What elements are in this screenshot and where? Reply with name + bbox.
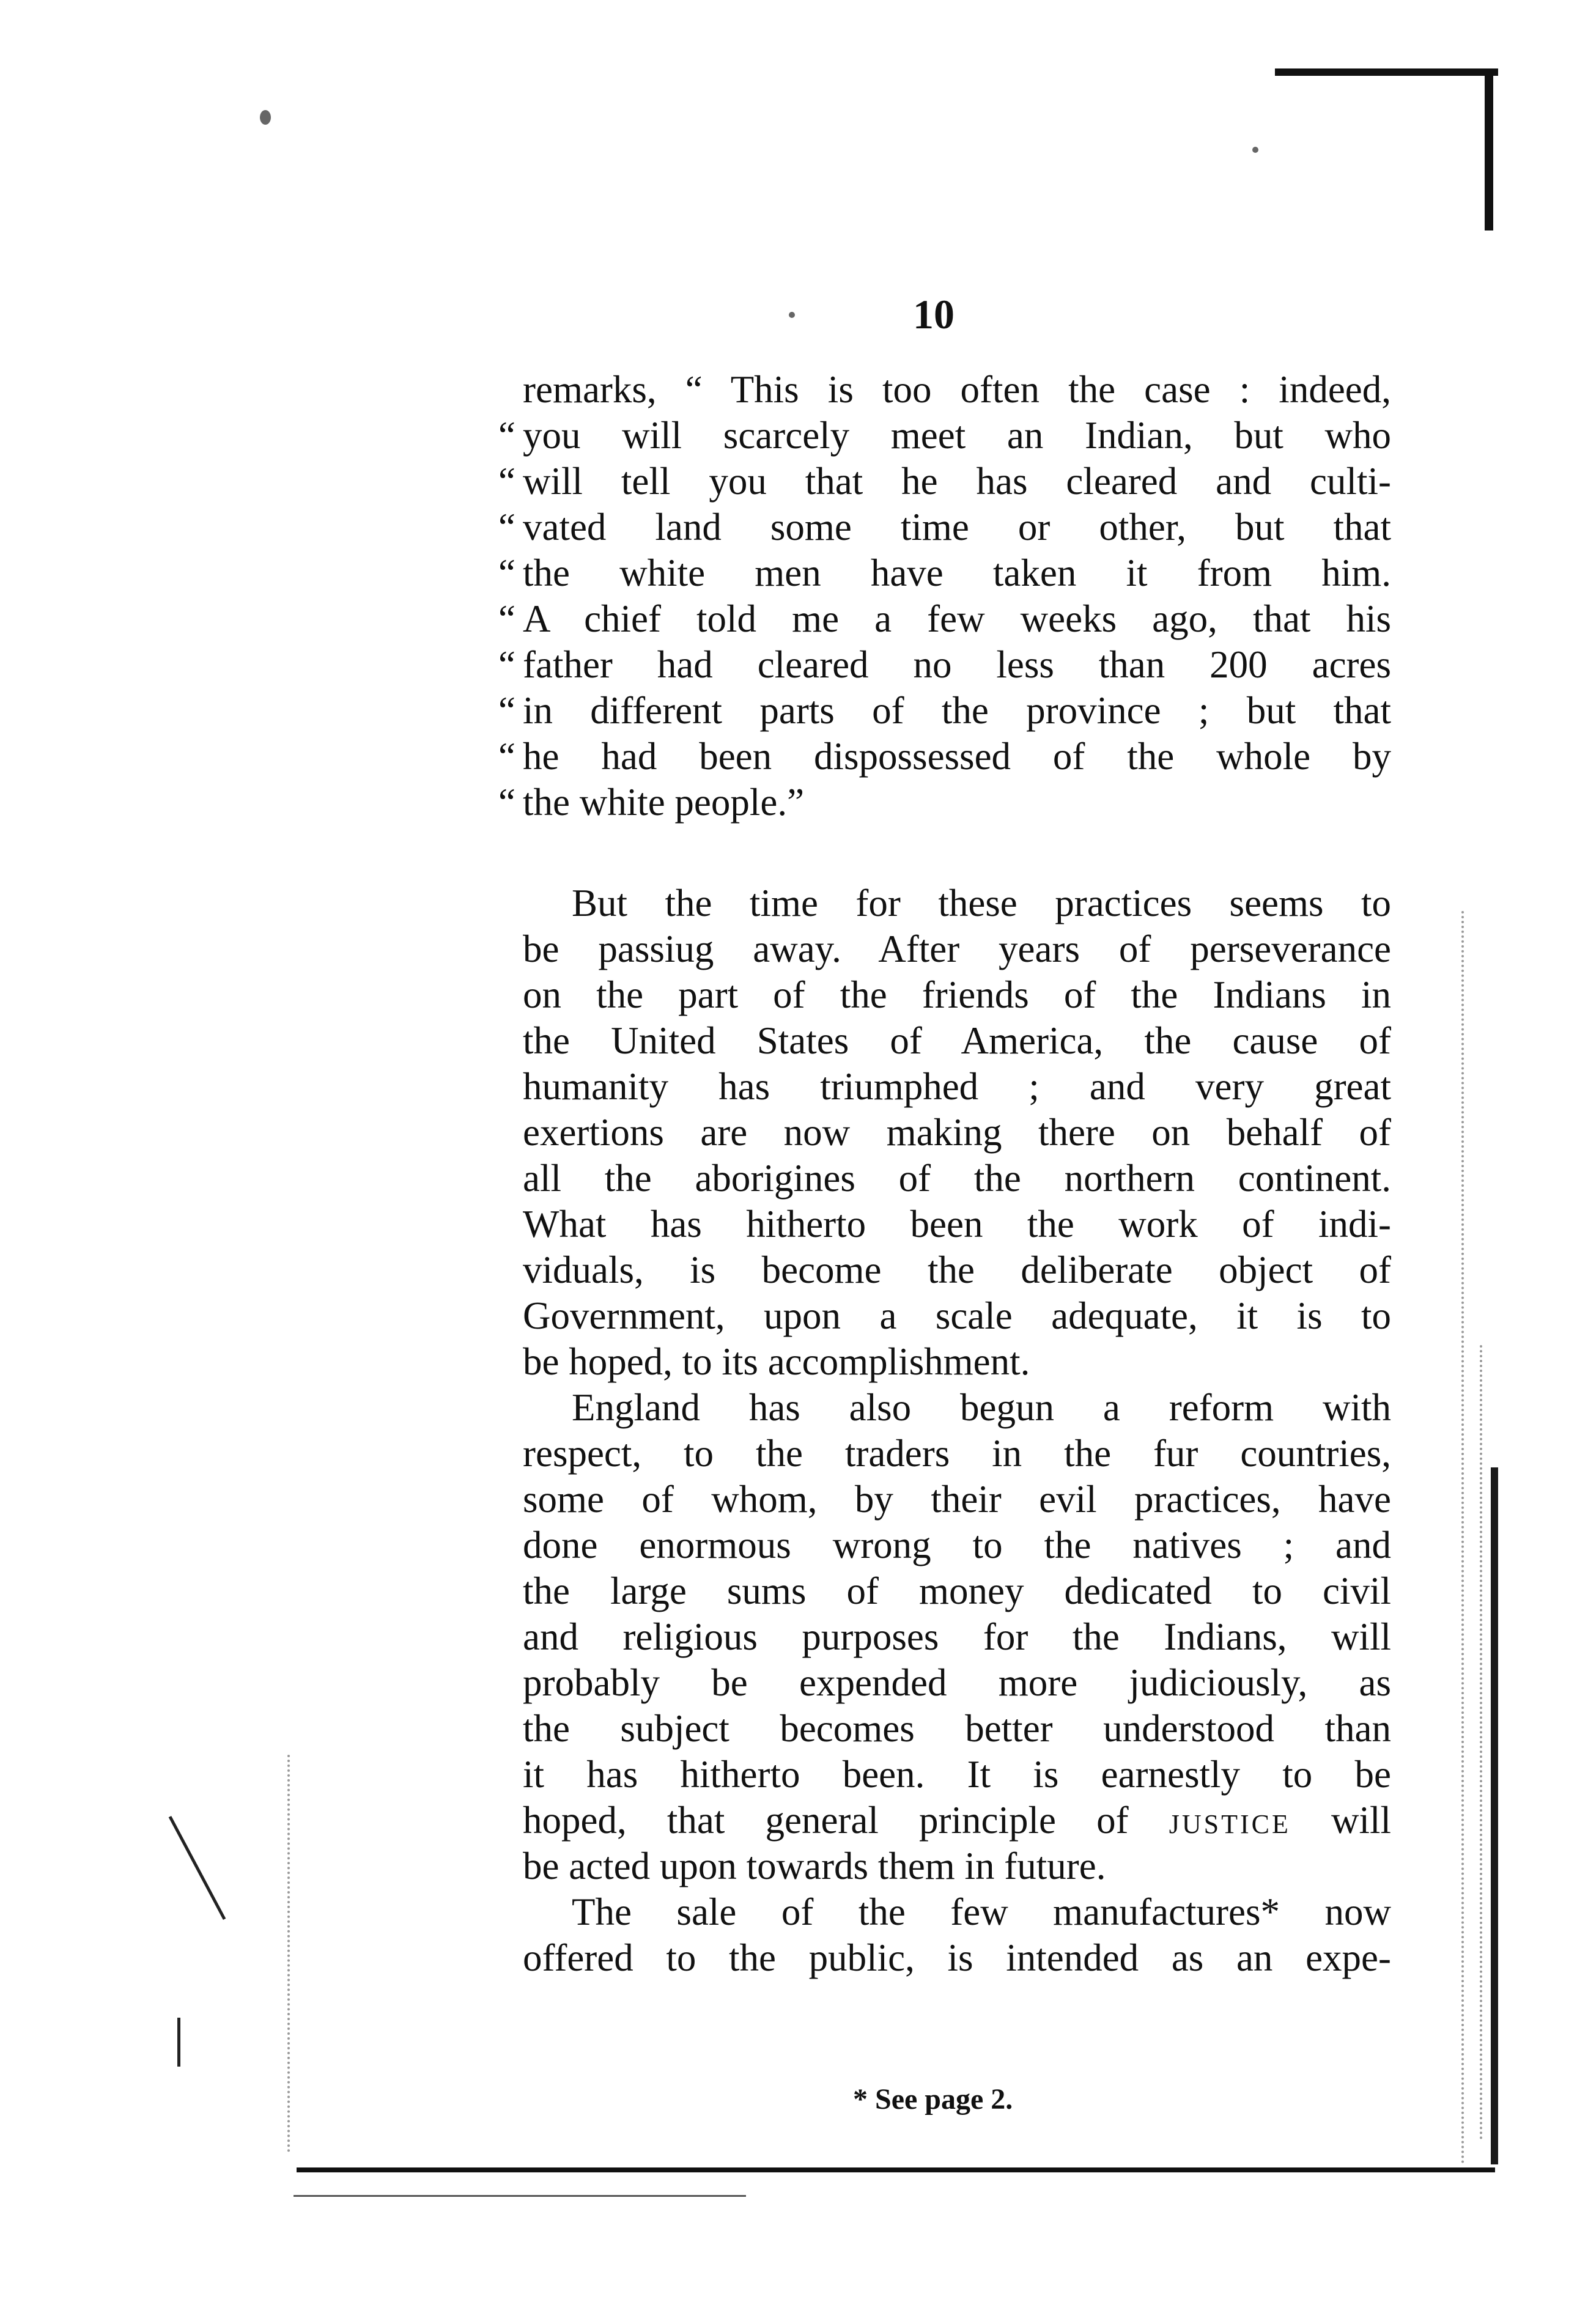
text-line: The sale of the few manufactures* now [572,1891,1391,1933]
text-line: “ vated land some time or other, but that [523,504,1391,550]
text-line: all the aborigines of the northern continent. [523,1157,1391,1200]
margin-pencil-mark-2 [177,2018,180,2067]
text-line: England has also begun a reform with [572,1386,1391,1429]
text-line: exertions are now making there on behalf of [523,1111,1391,1154]
text-line: “ the white people.” [523,780,1391,825]
text-line: respect, to the traders in the fur countries, [523,1432,1391,1475]
text-line: “ you will scarcely meet an Indian, but who [523,413,1391,459]
scan-edge-dots-2 [1480,1345,1482,2140]
scan-speck [789,312,795,318]
scan-edge-dots [1461,911,1464,2164]
text-line: probably be expended more judiciously, as [523,1661,1391,1704]
text-line: hoped, that general principle of justice will [523,1799,1391,1842]
scan-left-dots [287,1755,290,2152]
text-line: the large sums of money dedicated to civil [523,1570,1391,1612]
quote-mark: “ [498,551,515,594]
text-line: “ father had cleared no less than 200 acres [523,642,1391,688]
text-line: it has hitherto been. It is earnestly to be [523,1753,1391,1796]
scan-border-bottom-faint [294,2195,746,2197]
quote-mark: “ [498,781,515,824]
text-line: on the part of the friends of the Indians in [523,973,1391,1016]
text-line: “ he had been dispossessed of the whole by [523,734,1391,780]
text-line: What has hitherto been the work of indi- [523,1203,1391,1245]
text-line: be hoped, to its accomplishment. [523,1340,1030,1383]
quote-mark: “ [498,414,515,457]
text-line: be acted upon towards them in future. [523,1845,1106,1887]
text-line: the subject becomes better understood than [523,1707,1391,1750]
quote-mark: “ [498,643,515,686]
text-line: “ will tell you that he has cleared and culti- [523,459,1391,504]
text-line: Government, upon a scale adequate, it is to [523,1294,1391,1337]
quote-mark: “ [498,460,515,503]
text-line: some of whom, by their evil practices, have [523,1478,1391,1521]
quote-mark: “ [498,597,515,640]
body-text [498,367,1391,1981]
text-line: “ in different parts of the province ; but that [523,688,1391,734]
text-line: remarks, “ This is too often the case : indeed, [523,368,1391,411]
margin-pencil-mark [169,1816,226,1920]
footnote: * See page 2. [853,2083,1013,2116]
text-line: offered to the public, is intended as an expe- [523,1936,1391,1979]
text-line: the United States of America, the cause of [523,1019,1391,1062]
text-line: and religious purposes for the Indians, will [523,1615,1391,1658]
text-line: “ A chief told me a few weeks ago, that his [523,596,1391,642]
scan-border-right-bottom [1491,1467,1498,2164]
emphasis-justice: justice [1169,1799,1291,1842]
quote-mark: “ [498,506,515,548]
text-line: “ the white men have taken it from him. [523,550,1391,596]
page-number: 10 [913,291,955,338]
scan-speck [1252,147,1258,153]
text-line: humanity has triumphed ; and very great [523,1065,1391,1108]
paragraph-gap [523,825,1391,880]
text-line: But the time for these practices seems to [572,882,1391,924]
scan-border-bottom [297,2167,1495,2172]
scan-border-top [1275,68,1498,76]
text-line: be passiug away. After years of perseverance [523,928,1391,970]
quote-mark: “ [498,689,515,732]
scan-speck [260,110,271,125]
scan-border-right-top [1485,68,1493,231]
text-line: viduals, is become the deliberate object of [523,1249,1391,1291]
quote-mark: “ [498,735,515,778]
text-line: done enormous wrong to the natives ; and [523,1524,1391,1566]
